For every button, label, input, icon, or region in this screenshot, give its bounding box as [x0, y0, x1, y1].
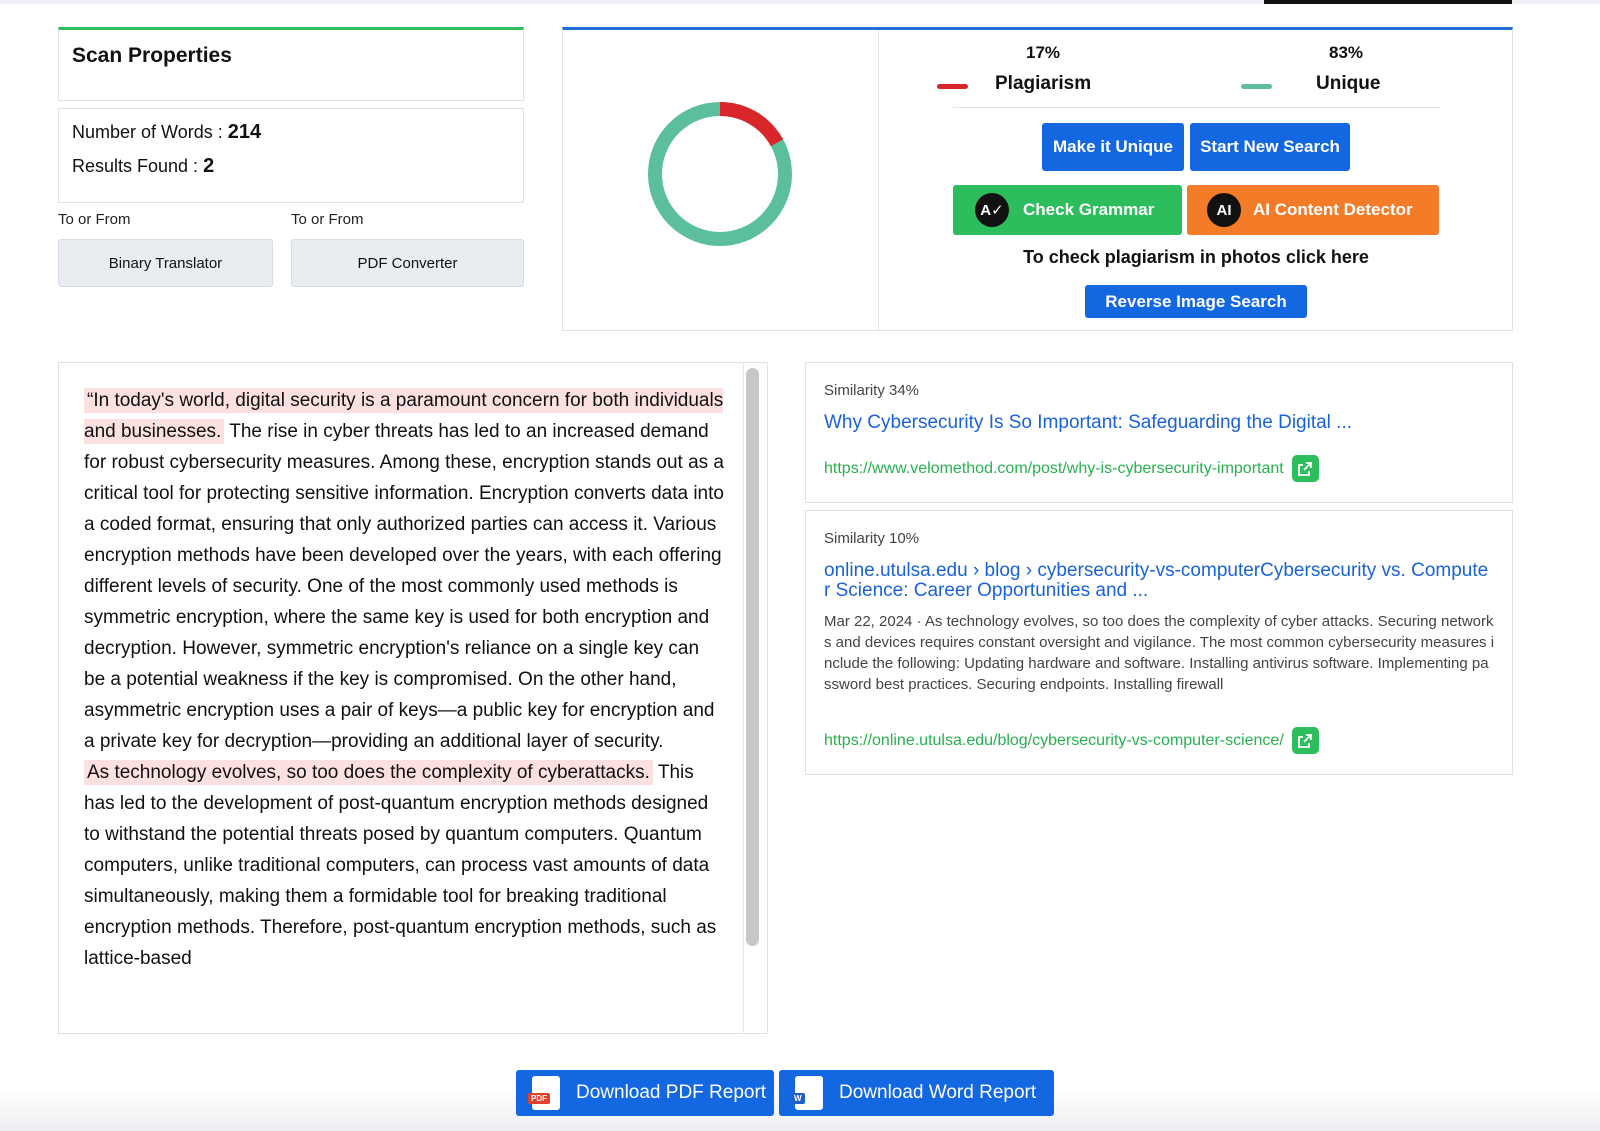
ai-content-detector-button[interactable]	[1187, 185, 1439, 235]
ai-icon: AI	[1207, 193, 1241, 227]
source-url-link[interactable]	[824, 455, 1319, 482]
pdf-file-icon	[532, 1076, 560, 1110]
highlighted-sentence[interactable]: As technology evolves, so too does the complexity of cyberattacks.	[84, 760, 653, 785]
binary-translator-button[interactable]: Binary Translator	[58, 239, 273, 287]
plagiarism-legend-swatch	[937, 84, 968, 89]
scan-properties-header	[58, 27, 524, 101]
results-found	[72, 155, 214, 178]
scanned-text-panel	[58, 362, 768, 1034]
ai-content-detector-label: AI Content Detector	[1253, 200, 1413, 219]
source-card	[805, 362, 1513, 503]
word-file-tag: W	[791, 1093, 805, 1104]
pdf-file-tag: PDF	[528, 1093, 550, 1104]
source-url-link[interactable]	[824, 727, 1319, 754]
similarity-label: Similarity 34%	[824, 382, 920, 399]
unique-percent: 83%	[1328, 43, 1364, 62]
word-count	[72, 121, 261, 144]
similarity-label: Similarity 10%	[824, 530, 920, 547]
source-card	[805, 510, 1513, 775]
scroll-track	[743, 362, 744, 1034]
results-found-label: Results Found :	[72, 156, 204, 176]
result-divider	[878, 30, 879, 331]
legend-divider	[953, 107, 1441, 108]
check-grammar-button[interactable]	[953, 185, 1182, 235]
download-pdf-label: Download PDF Report	[576, 1082, 767, 1103]
top-bar-active-indicator	[1264, 0, 1512, 4]
download-pdf-report-button[interactable]	[516, 1070, 774, 1116]
highlighted-sentence[interactable]: “In today's world, digital security is a paramount concern for both individuals and businesses.	[84, 390, 724, 442]
results-found-value: 2	[203, 155, 215, 177]
scan-properties-info	[58, 108, 524, 203]
scan-properties-title: Scan Properties	[72, 44, 232, 67]
pdf-converter-button[interactable]: PDF Converter	[291, 239, 524, 287]
word-count-value: 214	[227, 121, 262, 143]
tool-caption-pdf: To or From	[291, 211, 364, 228]
scanned-text	[84, 385, 724, 974]
tool-caption-binary: To or From	[58, 211, 131, 228]
make-it-unique-button[interactable]: Make it Unique	[1042, 123, 1184, 171]
photo-plagiarism-hint: To check plagiarism in photos click here	[1023, 247, 1369, 267]
unique-legend-swatch	[1241, 84, 1272, 89]
source-title-link[interactable]: Why Cybersecurity Is So Important: Safeguarding the Digital ...	[824, 412, 1353, 433]
external-link-icon[interactable]	[1292, 455, 1319, 482]
unique-legend-label: Unique	[1316, 73, 1381, 94]
download-word-report-button[interactable]	[779, 1070, 1054, 1116]
grammar-icon: A✓	[975, 193, 1009, 227]
word-file-icon	[795, 1076, 823, 1110]
reverse-image-search-button[interactable]: Reverse Image Search	[1085, 285, 1307, 318]
source-url[interactable]: https://online.utulsa.edu/blog/cybersecurity-vs-computer-science/	[824, 731, 1284, 749]
plagiarism-legend-label: Plagiarism	[995, 73, 1092, 94]
source-snippet: Mar 22, 2024 · As technology evolves, so too does the complexity of cyber attacks. Securing networks and devices requires constant oversight and vigilance. The most common cybersecurity measures include the following: Updating hardware and software. Installing antivirus software. Implementing password best practices. Securing endpoints. Installing firewall	[824, 613, 1495, 693]
source-title-link[interactable]: online.utulsa.edu › blog › cybersecurity-vs-computerCybersecurity vs. Computer Science: Career Opportunities and ...	[824, 560, 1489, 601]
plagiarism-donut-chart	[645, 99, 795, 249]
download-word-label: Download Word Report	[839, 1082, 1037, 1103]
text-paragraph: The rise in cyber threats has led to an increased demand for robust cybersecurity measures. Among these, encryption stands out as a critical tool for protecting sensitive information. Encryption converts data into a coded format, ensuring that only authorized parties can access it. Various encryption methods have been developed over the years, with each offering different levels of security. One of the most commonly used methods is symmetric encryption, where the same key is used for both encryption and decryption. However, symmetric encryption's reliance on a single key can be a potential weakness if the key is compromised. On the other hand, asymmetric encryption uses a pair of keys—a public key for encryption and a private key for decryption—providing an additional layer of security.	[84, 421, 724, 752]
external-link-icon[interactable]	[1292, 727, 1319, 754]
plagiarism-percent: 17%	[1025, 43, 1061, 62]
text-scrollbar[interactable]	[746, 368, 759, 946]
check-grammar-label: Check Grammar	[1023, 200, 1155, 219]
source-url[interactable]: https://www.velomethod.com/post/why-is-cybersecurity-important	[824, 459, 1284, 477]
word-count-label: Number of Words :	[72, 122, 228, 142]
start-new-search-button[interactable]: Start New Search	[1190, 123, 1350, 171]
text-paragraph: This has led to the development of post-quantum encryption methods designed to withstand the potential threats posed by quantum computers. Quantum computers, unlike traditional computers, can process vast amounts of data simultaneously, making them a formidable tool for breaking traditional encryption methods. Therefore, post-quantum encryption methods, such as lattice-based	[84, 762, 717, 969]
